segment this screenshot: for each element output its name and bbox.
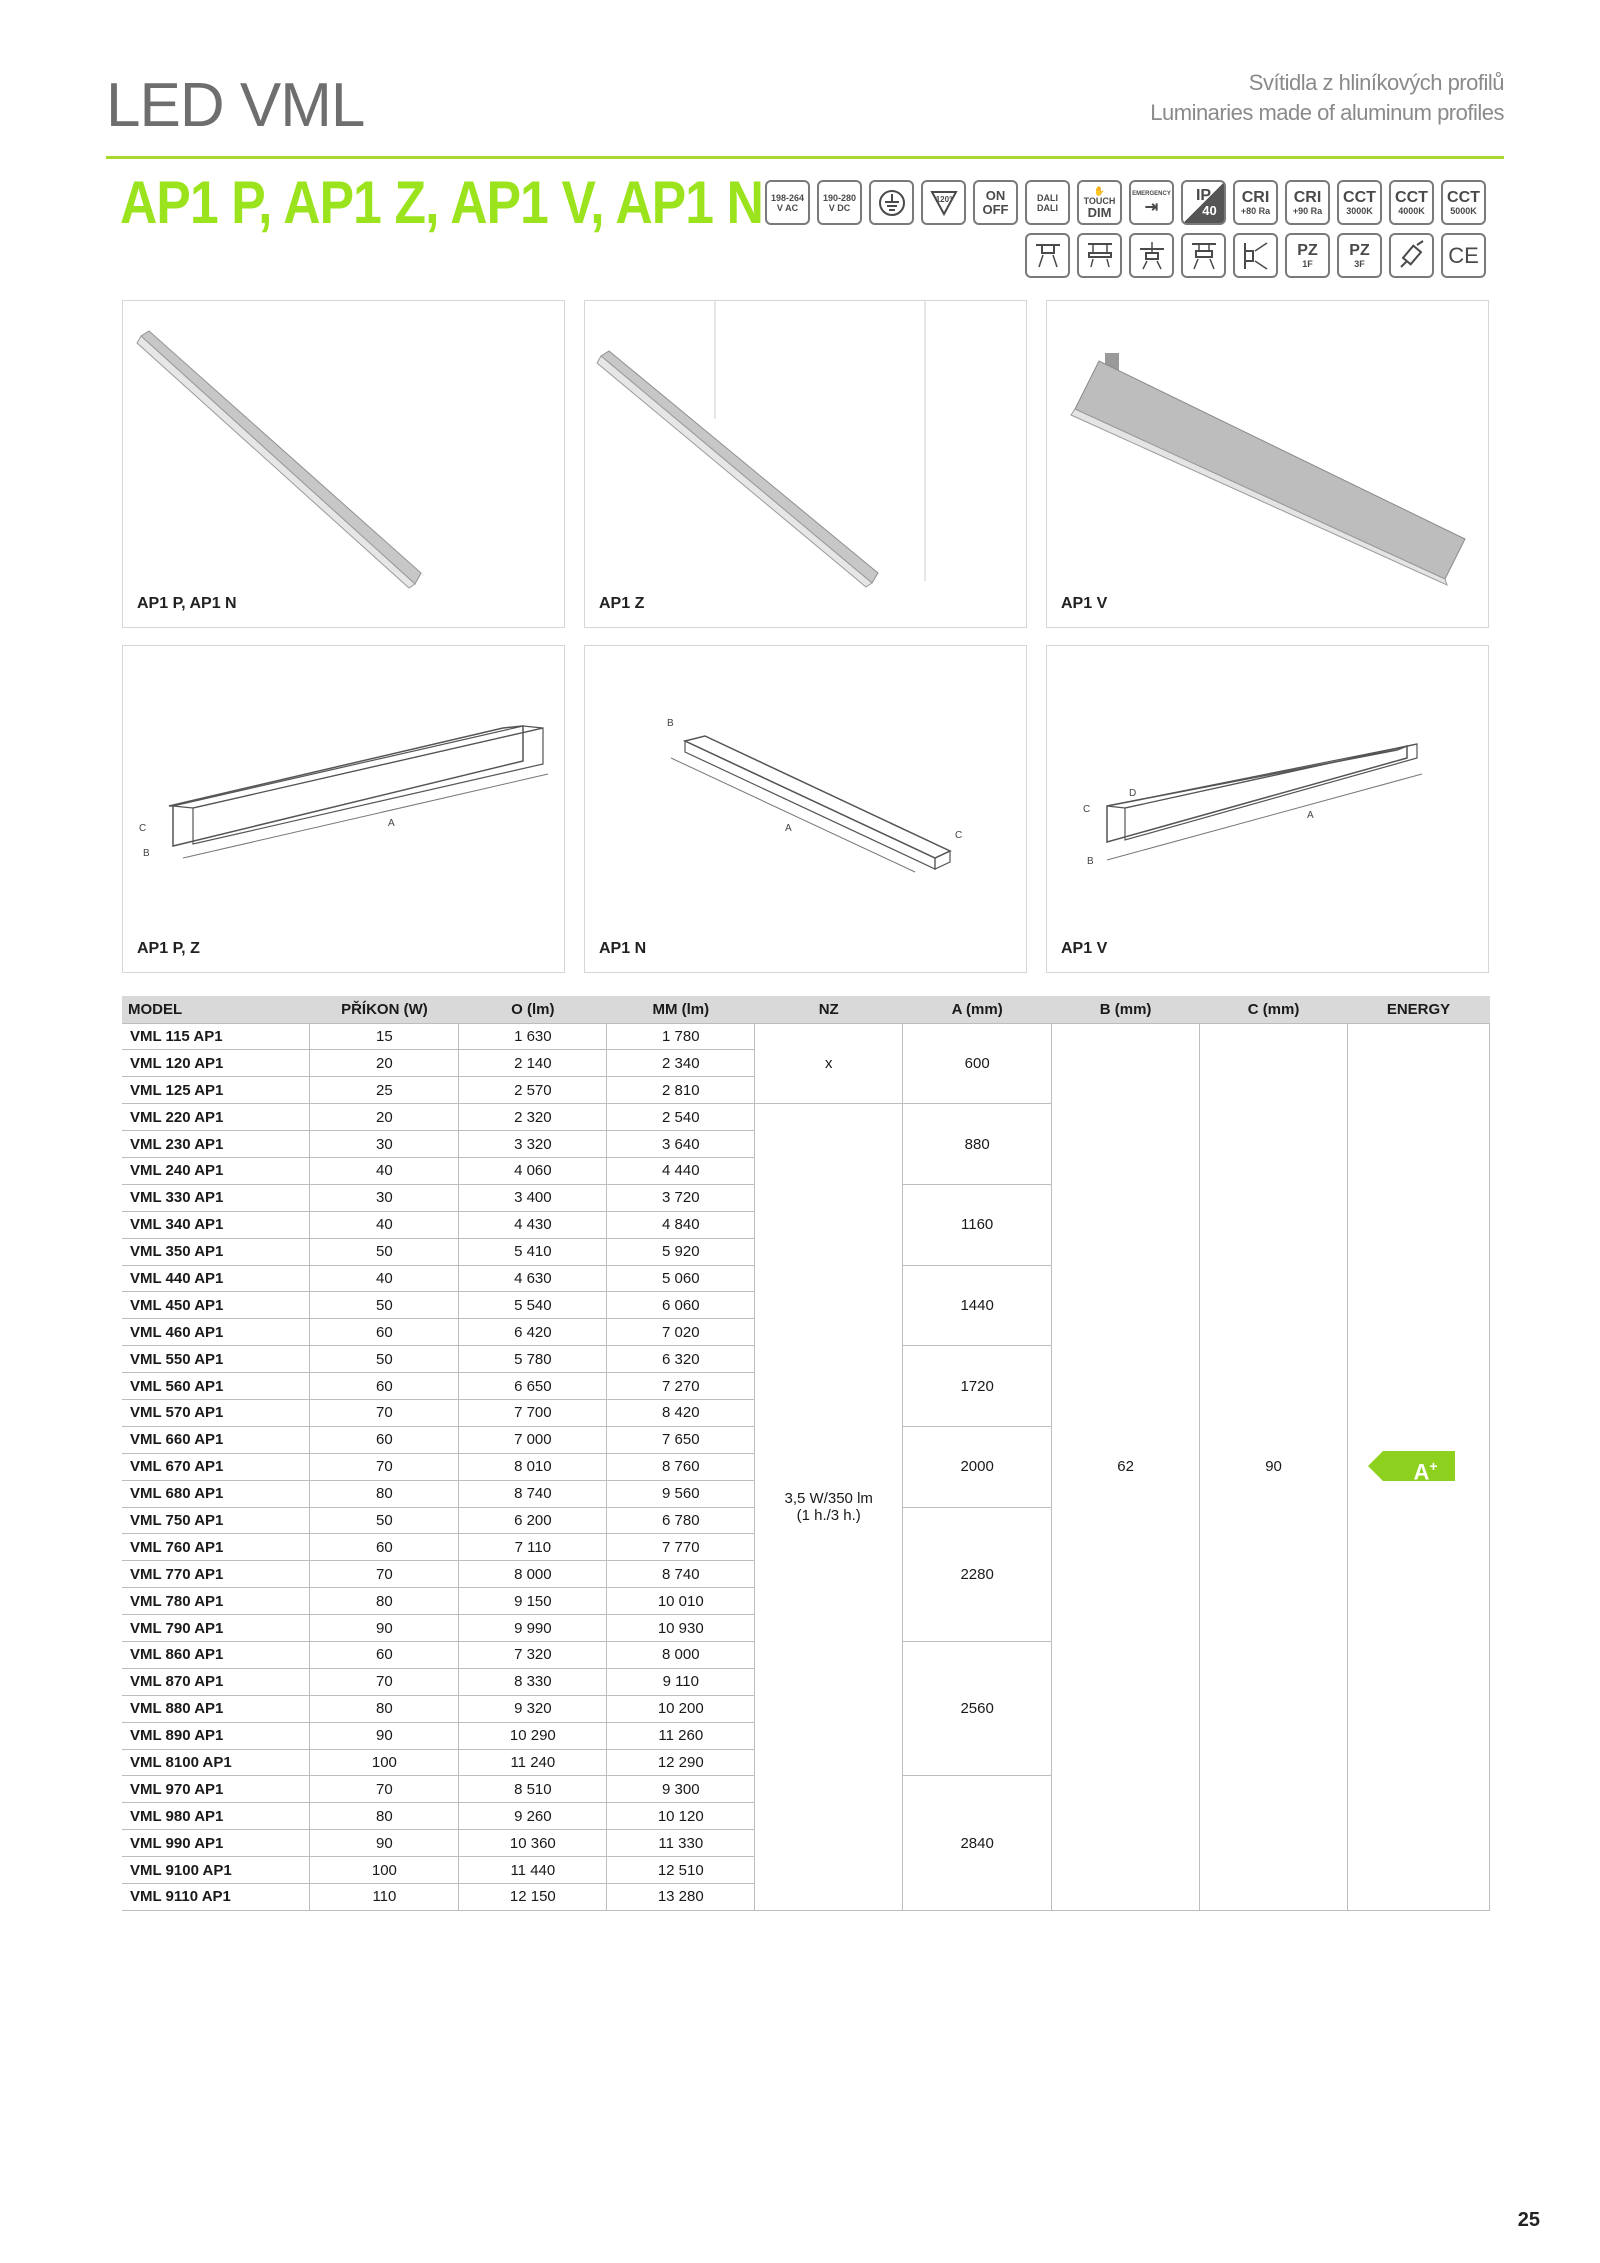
flux-o-cell: 4 630 — [459, 1265, 607, 1292]
flux-o-cell: 5 780 — [459, 1346, 607, 1373]
flux-o-cell: 5 540 — [459, 1292, 607, 1319]
flux-o-cell: 7 700 — [459, 1399, 607, 1426]
mount-pendant-icon — [1077, 233, 1122, 278]
photo-caption: AP1 P, Z — [137, 940, 200, 957]
energy-class: A — [1413, 1458, 1430, 1484]
subtitle-en: Luminaries made of aluminum profiles — [1150, 100, 1504, 125]
flux-mm-cell: 9 300 — [607, 1776, 755, 1803]
power-cell: 90 — [310, 1722, 459, 1749]
subtitle-cz: Svítidla z hliníkových profilů — [1248, 70, 1504, 95]
power-cell: 60 — [310, 1319, 459, 1346]
length-cell: 600 — [903, 1023, 1052, 1104]
flux-mm-cell: 8 000 — [607, 1641, 755, 1668]
touch-dim-icon: ✋ TOUCH DIM — [1077, 180, 1122, 225]
power-cell: 50 — [310, 1292, 459, 1319]
energy-cell — [1348, 1023, 1490, 1910]
model-cell: VML 970 AP1 — [122, 1776, 310, 1803]
flux-mm-cell: 9 110 — [607, 1668, 755, 1695]
spec-table — [122, 996, 1490, 1911]
nz-line: (1 h./3 h.) — [796, 1507, 861, 1525]
svg-text:C: C — [139, 823, 147, 834]
length-cell: 880 — [903, 1104, 1052, 1185]
power-cell: 100 — [310, 1749, 459, 1776]
svg-text:A: A — [1307, 810, 1314, 821]
svg-text:B: B — [1087, 856, 1094, 867]
flux-mm-cell: 8 760 — [607, 1453, 755, 1480]
photo-caption: AP1 V — [1061, 940, 1108, 957]
model-cell: VML 560 AP1 — [122, 1373, 310, 1400]
flux-mm-cell: 7 770 — [607, 1534, 755, 1561]
flux-o-cell: 7 000 — [459, 1426, 607, 1453]
power-cell: 110 — [310, 1884, 459, 1911]
flux-o-cell: 8 330 — [459, 1668, 607, 1695]
product-title: AP1 P, AP1 Z, AP1 V, AP1 N — [120, 169, 763, 236]
flux-o-cell: 8 510 — [459, 1776, 607, 1803]
model-cell: VML 570 AP1 — [122, 1399, 310, 1426]
power-cell: 25 — [310, 1077, 459, 1104]
photo-ap1-v — [1046, 300, 1489, 628]
power-cell: 70 — [310, 1399, 459, 1426]
photo-caption: AP1 N — [599, 940, 647, 957]
flux-mm-cell: 11 330 — [607, 1830, 755, 1857]
col-flux-mm: MM (lm) — [607, 996, 755, 1023]
power-cell: 80 — [310, 1803, 459, 1830]
flux-o-cell: 3 320 — [459, 1131, 607, 1158]
header-rule — [106, 156, 1504, 159]
model-cell: VML 980 AP1 — [122, 1803, 310, 1830]
model-cell: VML 780 AP1 — [122, 1588, 310, 1615]
flux-mm-cell: 12 510 — [607, 1857, 755, 1884]
flux-mm-cell: 6 320 — [607, 1346, 755, 1373]
svg-text:B: B — [143, 848, 150, 859]
model-cell: VML 770 AP1 — [122, 1561, 310, 1588]
mount-recessed-icon — [1129, 233, 1174, 278]
pz1f-icon: PZ 1F — [1285, 233, 1330, 278]
power-cell: 40 — [310, 1211, 459, 1238]
svg-text:B: B — [667, 718, 674, 729]
power-cell: 40 — [310, 1157, 459, 1184]
power-cell: 50 — [310, 1238, 459, 1265]
mount-wall-icon — [1233, 233, 1278, 278]
table-body — [122, 1023, 1490, 1910]
width-cell: 62 — [1052, 1023, 1200, 1910]
nz-line: 3,5 W/350 lm — [784, 1490, 873, 1508]
power-cell: 100 — [310, 1857, 459, 1884]
nz-cell — [755, 1104, 903, 1911]
length-cell: 2560 — [903, 1641, 1052, 1775]
flux-mm-cell: 10 120 — [607, 1803, 755, 1830]
icon-row-1 — [746, 180, 1486, 225]
power-cell: 90 — [310, 1615, 459, 1642]
flux-mm-cell: 8 740 — [607, 1561, 755, 1588]
photo-caption: AP1 P, AP1 N — [137, 595, 237, 612]
cri90-icon: CRI +90 Ra — [1285, 180, 1330, 225]
model-cell: VML 750 AP1 — [122, 1507, 310, 1534]
on-off-icon: ON OFF — [973, 180, 1018, 225]
feature-icons — [746, 180, 1486, 286]
model-cell: VML 760 AP1 — [122, 1534, 310, 1561]
length-cell: 1160 — [903, 1184, 1052, 1265]
model-cell: VML 890 AP1 — [122, 1722, 310, 1749]
flux-o-cell: 10 360 — [459, 1830, 607, 1857]
flux-o-cell: 4 430 — [459, 1211, 607, 1238]
flux-o-cell: 8 000 — [459, 1561, 607, 1588]
power-cell: 40 — [310, 1265, 459, 1292]
flux-mm-cell: 5 920 — [607, 1238, 755, 1265]
model-cell: VML 240 AP1 — [122, 1157, 310, 1184]
flux-o-cell: 9 260 — [459, 1803, 607, 1830]
col-width-b: B (mm) — [1052, 996, 1200, 1023]
model-cell: VML 9110 AP1 — [122, 1884, 310, 1911]
flux-o-cell: 6 650 — [459, 1373, 607, 1400]
flux-mm-cell: 8 420 — [607, 1399, 755, 1426]
model-cell: VML 680 AP1 — [122, 1480, 310, 1507]
model-cell: VML 115 AP1 — [122, 1023, 310, 1050]
pz3f-icon: PZ 3F — [1337, 233, 1382, 278]
mount-surface-icon — [1025, 233, 1070, 278]
luminaire-suspended-image — [585, 301, 1028, 629]
flux-mm-cell: 6 780 — [607, 1507, 755, 1534]
svg-text:A: A — [388, 818, 395, 829]
flux-mm-cell: 10 930 — [607, 1615, 755, 1642]
flux-mm-cell: 3 720 — [607, 1184, 755, 1211]
flux-o-cell: 10 290 — [459, 1722, 607, 1749]
flux-o-cell: 1 630 — [459, 1023, 607, 1050]
length-cell: 1440 — [903, 1265, 1052, 1346]
length-cell: 2000 — [903, 1426, 1052, 1507]
power-cell: 20 — [310, 1050, 459, 1077]
flux-o-cell: 2 570 — [459, 1077, 607, 1104]
col-length-a: A (mm) — [903, 996, 1052, 1023]
flux-mm-cell: 5 060 — [607, 1265, 755, 1292]
power-cell: 60 — [310, 1426, 459, 1453]
class1-earth-icon — [869, 180, 914, 225]
flux-mm-cell: 7 270 — [607, 1373, 755, 1400]
drawing-ap1-p-z — [122, 645, 565, 973]
page-number: 25 — [1517, 2209, 1540, 2231]
photo-ap1-z — [584, 300, 1027, 628]
flux-mm-cell: 7 650 — [607, 1426, 755, 1453]
svg-text:C: C — [1083, 804, 1091, 815]
model-cell: VML 120 AP1 — [122, 1050, 310, 1077]
flux-o-cell: 12 150 — [459, 1884, 607, 1911]
energy-class-plus: + — [1429, 1457, 1438, 1474]
flux-o-cell: 7 110 — [459, 1534, 607, 1561]
power-cell: 60 — [310, 1534, 459, 1561]
model-cell: VML 860 AP1 — [122, 1641, 310, 1668]
flux-o-cell: 9 990 — [459, 1615, 607, 1642]
flux-mm-cell: 3 640 — [607, 1131, 755, 1158]
length-cell: 2280 — [903, 1507, 1052, 1641]
power-cell: 70 — [310, 1561, 459, 1588]
model-cell: VML 880 AP1 — [122, 1695, 310, 1722]
voltage-ac-icon: 198-264 V AC — [765, 180, 810, 225]
flux-mm-cell: 4 840 — [607, 1211, 755, 1238]
flux-mm-cell: 13 280 — [607, 1884, 755, 1911]
flux-o-cell: 9 320 — [459, 1695, 607, 1722]
luminaire-surface-image — [123, 301, 566, 629]
brand-title: LED VML — [106, 71, 365, 140]
icon-row-2 — [746, 233, 1486, 278]
model-cell: VML 125 AP1 — [122, 1077, 310, 1104]
dali-icon: DALI DALI — [1025, 180, 1070, 225]
model-cell: VML 670 AP1 — [122, 1453, 310, 1480]
model-cell: VML 870 AP1 — [122, 1668, 310, 1695]
flux-mm-cell: 1 780 — [607, 1023, 755, 1050]
svg-text:120°: 120° — [935, 194, 952, 204]
length-cell: 1720 — [903, 1346, 1052, 1427]
flux-o-cell: 9 150 — [459, 1588, 607, 1615]
flux-mm-cell: 6 060 — [607, 1292, 755, 1319]
flux-o-cell: 2 140 — [459, 1050, 607, 1077]
flux-o-cell: 8 010 — [459, 1453, 607, 1480]
ce-mark-icon: CE — [1441, 233, 1486, 278]
model-cell: VML 350 AP1 — [122, 1238, 310, 1265]
col-energy: ENERGY — [1348, 996, 1490, 1023]
flux-mm-cell: 10 200 — [607, 1695, 755, 1722]
cct5000-icon: CCT 5000K — [1441, 180, 1486, 225]
flux-mm-cell: 2 340 — [607, 1050, 755, 1077]
flux-o-cell: 3 400 — [459, 1184, 607, 1211]
table-row — [122, 1023, 1490, 1050]
svg-text:C: C — [955, 830, 963, 841]
power-cell: 30 — [310, 1184, 459, 1211]
power-cell: 60 — [310, 1641, 459, 1668]
power-cell: 80 — [310, 1480, 459, 1507]
dimension-drawing — [123, 646, 566, 974]
power-cell: 70 — [310, 1668, 459, 1695]
model-cell: VML 990 AP1 — [122, 1830, 310, 1857]
header-subtitle — [1150, 68, 1504, 128]
model-cell: VML 220 AP1 — [122, 1104, 310, 1131]
photo-caption: AP1 Z — [599, 595, 645, 612]
flux-mm-cell: 11 260 — [607, 1722, 755, 1749]
model-cell: VML 440 AP1 — [122, 1265, 310, 1292]
model-cell: VML 450 AP1 — [122, 1292, 310, 1319]
flux-o-cell: 11 240 — [459, 1749, 607, 1776]
dimension-drawing — [1047, 646, 1490, 974]
beam-angle-icon — [921, 180, 966, 225]
flux-o-cell: 4 060 — [459, 1157, 607, 1184]
drawing-ap1-n — [584, 645, 1027, 973]
luminaire-recessed-image — [1047, 301, 1490, 629]
flux-o-cell: 6 200 — [459, 1507, 607, 1534]
power-cell: 90 — [310, 1830, 459, 1857]
length-cell: 2840 — [903, 1776, 1052, 1910]
power-cell: 80 — [310, 1695, 459, 1722]
power-cell: 70 — [310, 1776, 459, 1803]
flux-mm-cell: 12 290 — [607, 1749, 755, 1776]
flux-mm-cell: 9 560 — [607, 1480, 755, 1507]
svg-text:D: D — [1129, 788, 1137, 799]
col-flux-o: O (lm) — [459, 996, 607, 1023]
flux-mm-cell: 4 440 — [607, 1157, 755, 1184]
cri80-icon: CRI +80 Ra — [1233, 180, 1278, 225]
flux-o-cell: 2 320 — [459, 1104, 607, 1131]
drawing-ap1-v — [1046, 645, 1489, 973]
connector-icon — [1389, 233, 1434, 278]
flux-mm-cell: 2 540 — [607, 1104, 755, 1131]
flux-mm-cell: 7 020 — [607, 1319, 755, 1346]
power-cell: 20 — [310, 1104, 459, 1131]
flux-mm-cell: 10 010 — [607, 1588, 755, 1615]
col-model: MODEL — [122, 996, 310, 1023]
power-cell: 80 — [310, 1588, 459, 1615]
flux-o-cell: 8 740 — [459, 1480, 607, 1507]
model-cell: VML 550 AP1 — [122, 1346, 310, 1373]
photo-ap1-p-n — [122, 300, 565, 628]
model-cell: VML 660 AP1 — [122, 1426, 310, 1453]
power-cell: 50 — [310, 1507, 459, 1534]
col-power: PŘÍKON (W) — [310, 996, 459, 1023]
height-cell: 90 — [1200, 1023, 1348, 1910]
svg-text:A: A — [785, 823, 792, 834]
model-cell: VML 340 AP1 — [122, 1211, 310, 1238]
power-cell: 70 — [310, 1453, 459, 1480]
cct3000-icon: CCT 3000K — [1337, 180, 1382, 225]
ip-rating-icon: IP 40 — [1181, 180, 1226, 225]
flux-mm-cell: 2 810 — [607, 1077, 755, 1104]
emergency-icon: EMERGENCY ⇥ — [1129, 180, 1174, 225]
power-cell: 15 — [310, 1023, 459, 1050]
flux-o-cell: 11 440 — [459, 1857, 607, 1884]
mount-suspended-icon — [1181, 233, 1226, 278]
voltage-dc-icon: 190-280 V DC — [817, 180, 862, 225]
model-cell: VML 330 AP1 — [122, 1184, 310, 1211]
power-cell: 60 — [310, 1373, 459, 1400]
col-height-c: C (mm) — [1200, 996, 1348, 1023]
power-cell: 50 — [310, 1346, 459, 1373]
model-cell: VML 460 AP1 — [122, 1319, 310, 1346]
model-cell: VML 790 AP1 — [122, 1615, 310, 1642]
model-cell: VML 9100 AP1 — [122, 1857, 310, 1884]
flux-o-cell: 7 320 — [459, 1641, 607, 1668]
flux-o-cell: 5 410 — [459, 1238, 607, 1265]
col-nz: NZ — [755, 996, 903, 1023]
energy-class-badge — [1383, 1451, 1455, 1484]
nz-cell: x — [755, 1023, 903, 1104]
power-cell: 30 — [310, 1131, 459, 1158]
cct4000-icon: CCT 4000K — [1389, 180, 1434, 225]
flux-o-cell: 6 420 — [459, 1319, 607, 1346]
table-header-row — [122, 996, 1490, 1023]
photo-caption: AP1 V — [1061, 595, 1108, 612]
model-cell: VML 230 AP1 — [122, 1131, 310, 1158]
dimension-drawing — [585, 646, 1028, 974]
model-cell: VML 8100 AP1 — [122, 1749, 310, 1776]
